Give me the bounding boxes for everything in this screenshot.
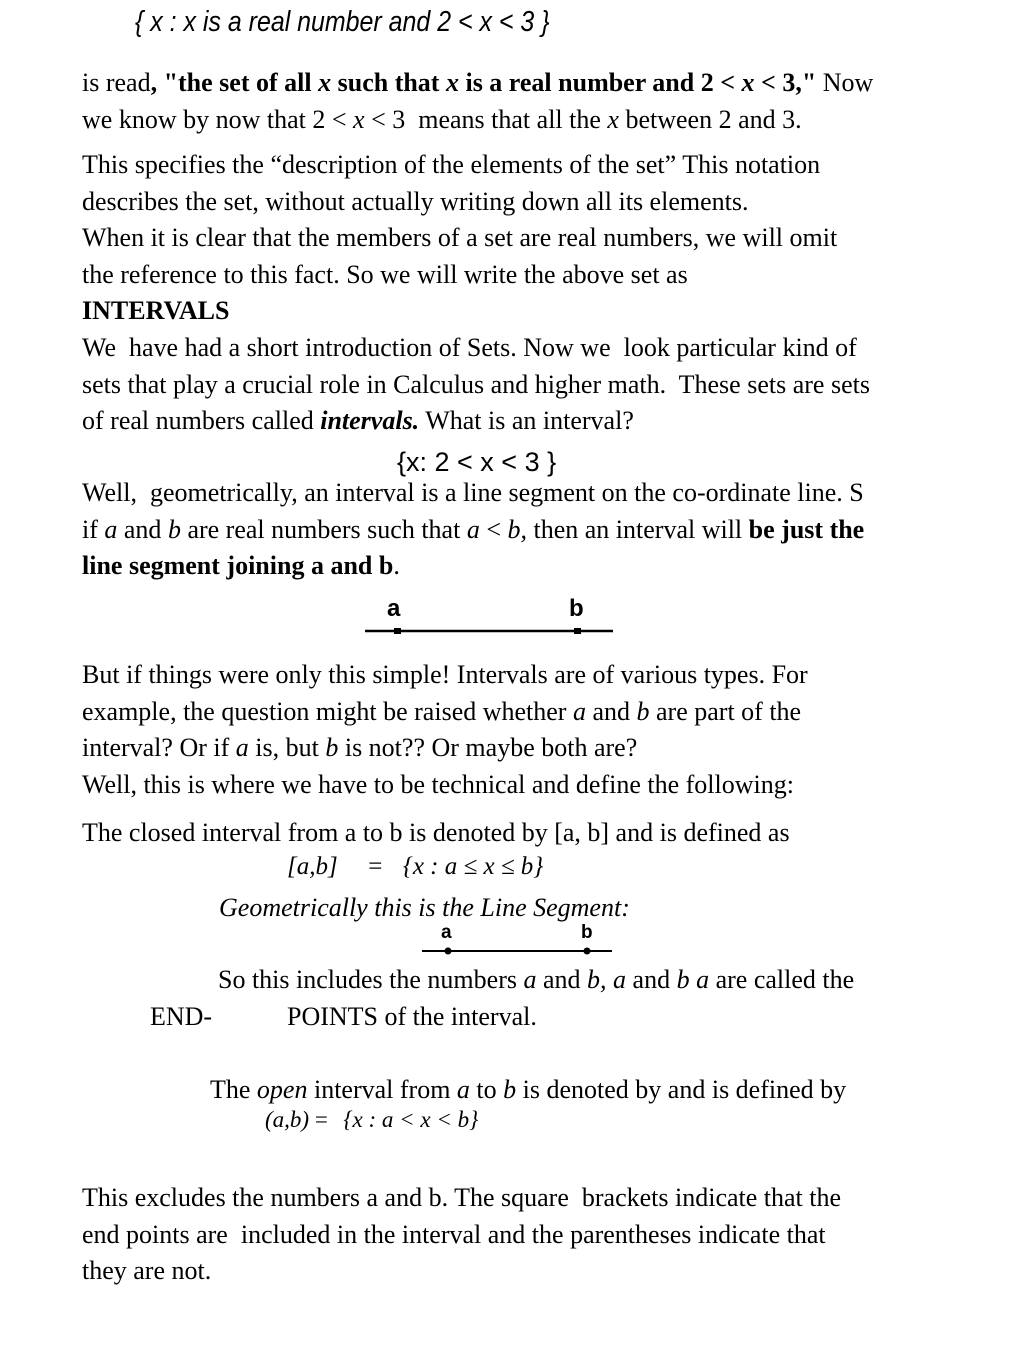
text-line: of real numbers called intervals. What is an interval? xyxy=(82,406,634,435)
line-segment xyxy=(420,944,620,958)
text-line: describes the set, without actually writing down all its elements. xyxy=(82,186,749,216)
text-line: the reference to this fact. So we will write the above set as xyxy=(82,259,688,289)
endpoint-label-a: a xyxy=(441,922,452,943)
endpoint-marker-b xyxy=(584,948,591,955)
text-line: Well, geometrically, an interval is a line segment on the co-ordinate line. S xyxy=(82,478,864,507)
line-segment xyxy=(360,622,620,636)
text-line: is read, "the set of all x such that x is a real number and 2 < x < 3," Now xyxy=(82,68,874,97)
endpoint-label-b: b xyxy=(581,922,593,943)
paragraph-description xyxy=(82,147,1012,293)
text-line: The closed interval from a to b is denoted by [a, b] and is defined as xyxy=(82,818,790,847)
text-line: Well, this is where we have to be technical and define the following: xyxy=(82,769,794,799)
paragraph-interval-types xyxy=(82,657,1012,803)
endpoints-line-2: END- xyxy=(150,1002,213,1031)
text-line: This specifies the “description of the elements of the set” This notation xyxy=(82,150,821,179)
text-line: sets that play a crucial role in Calculus and higher math. These sets are sets xyxy=(82,369,870,399)
text-line: they are not. xyxy=(82,1256,212,1285)
line-segment-diagram-1 xyxy=(360,592,620,642)
endpoint-marker-a xyxy=(394,628,401,634)
line-segment-diagram-2 xyxy=(420,922,620,962)
text-line: example, the question might be raised whether a and b are part of the xyxy=(82,696,802,726)
endpoint-marker-a xyxy=(445,948,452,955)
text-line: But if things were only this simple! Intervals are of various types. For xyxy=(82,660,808,689)
text-line: we know by now that 2 < x < 3 means that all the x between 2 and 3. xyxy=(82,104,802,134)
paragraph-closed-interval xyxy=(82,815,1012,852)
paragraph-intervals-intro xyxy=(82,330,1012,440)
text-line: line segment joining a and b. xyxy=(82,551,400,580)
endpoint-label-a: a xyxy=(387,595,401,622)
text-line: This excludes the numbers a and b. The square brackets indicate that the xyxy=(82,1183,842,1212)
text-line: interval? Or if a is, but b is not?? Or maybe both are? xyxy=(82,733,638,762)
text-line: if a and b are real numbers such that a < b, then an interval will be just the xyxy=(82,514,865,544)
closed-interval-equation: [a,b] = {x : a ≤ x ≤ b} xyxy=(287,853,544,880)
text-line: end points are included in the interval and the parentheses indicate that xyxy=(82,1219,826,1249)
geometric-caption: Geometrically this is the Line Segment: xyxy=(219,893,630,922)
text-line: We have had a short introduction of Sets. Now we look particular kind of xyxy=(82,333,857,362)
paragraph-set-reading xyxy=(82,65,1012,138)
open-interval-equation: (a,b) = {x : a < x < b} xyxy=(265,1107,479,1132)
endpoints-line-2b: POINTS of the interval. xyxy=(287,1002,537,1031)
paragraph-geometric-definition xyxy=(82,475,1012,585)
text-line: When it is clear that the members of a set are real numbers, we will omit xyxy=(82,223,838,252)
paragraph-brackets xyxy=(82,1180,1012,1290)
paragraph-open-interval: The open interval from a to b is denoted by and is defined by xyxy=(210,1075,847,1104)
endpoint-label-b: b xyxy=(569,595,584,622)
endpoint-marker-b xyxy=(574,628,581,634)
paragraph-endpoints: So this includes the numbers a and b, a and b a are called the xyxy=(218,965,855,994)
section-heading: INTERVALS xyxy=(82,296,230,325)
set-builder-expression-top: { x : x is a real number and 2 < x < 3 } xyxy=(135,6,550,38)
set-builder-expression-mid: {x: 2 < x < 3 } xyxy=(397,447,557,477)
